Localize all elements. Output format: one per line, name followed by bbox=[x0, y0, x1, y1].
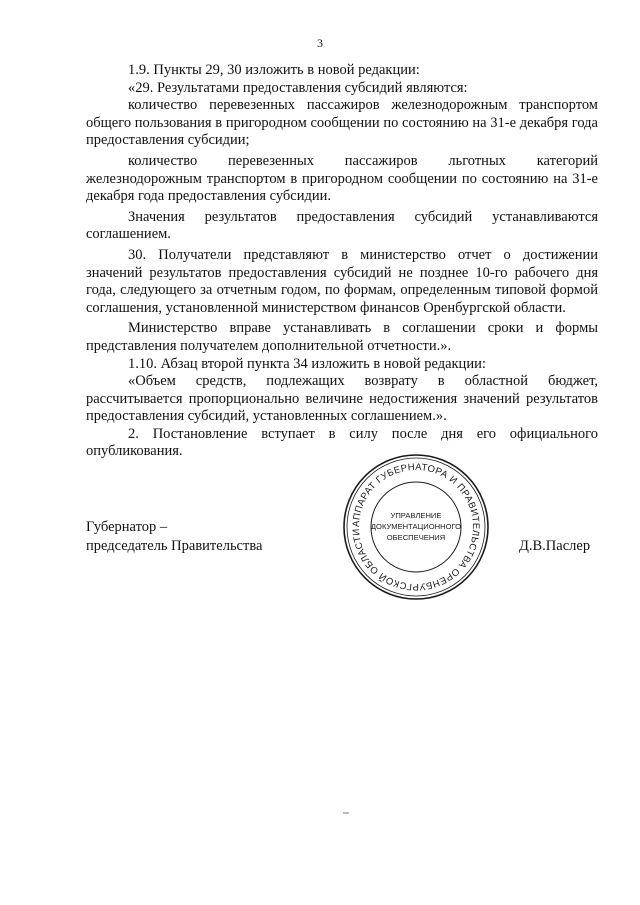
seal-ring-text: АППАРАТ ГУБЕРНАТОРА И ПРАВИТЕЛЬСТВА ОРЕНБУРГСКОЙ ОБЛАСТИ bbox=[350, 461, 482, 593]
seal-graphic bbox=[341, 452, 491, 602]
paragraph-34-text: «Объем средств, подлежащих возврату в областной бюджет, рассчитывается пропорционально величине недостижения значений результатов предоставления субсидий, установленных соглашением.». bbox=[86, 373, 598, 425]
paragraph-29-heading: «29. Результатами предоставления субсидий являются: bbox=[128, 79, 468, 96]
paragraph-30-ministry: Министерство вправе устанавливать в соглашении сроки и формы представления получателем дополнительной отчетности.». bbox=[86, 320, 598, 354]
signatory-name: Д.В.Паслер bbox=[519, 538, 591, 554]
signatory-position bbox=[86, 518, 262, 556]
seal-center-line-2: ДОКУМЕНТАЦИОННОГО bbox=[370, 522, 462, 531]
paragraph-29-values: Значения результатов предоставления субсидий устанавливаются соглашением. bbox=[86, 208, 598, 243]
seal-center-line-1: УПРАВЛЕНИЕ bbox=[390, 511, 442, 520]
signatory-subtitle: председатель Правительства bbox=[86, 538, 263, 554]
paragraph-29-result-1: количество перевезенных пассажиров железнодорожным транспортом общего пользования в пригородном сообщении по состоянию на 31-е декабря года предоставления субсидии; bbox=[86, 97, 598, 149]
paragraph-30: 30. Получатели представляют в министерство отчет о достижении значений результатов предоставления субсидий не позднее 10-го рабочего дня года, следующего за отчетным годом, по формам, определенным типовой формой соглашения, установленной министерством финансов Оренбургской области. bbox=[86, 246, 598, 316]
page-number: 3 bbox=[317, 36, 323, 50]
seal-center-line-3: ОБЕСПЕЧЕНИЯ bbox=[386, 533, 446, 542]
paragraph-29-result-2: количество перевезенных пассажиров льготных категорий железнодорожным транспортом в пригородном сообщении по состоянию на 31-е декабря года предоставления субсидии. bbox=[86, 152, 598, 205]
official-seal bbox=[341, 452, 491, 602]
document-body bbox=[86, 62, 598, 461]
scan-speck bbox=[343, 812, 349, 814]
paragraph-1-10: 1.10. Абзац второй пункта 34 изложить в новой редакции: bbox=[128, 355, 486, 372]
signatory-title: Губернатор – bbox=[86, 519, 168, 535]
paragraph-2-effective: 2. Постановление вступает в силу после дня его официального опубликования. bbox=[86, 425, 598, 460]
paragraph-1-9: 1.9. Пункты 29, 30 изложить в новой редакции: bbox=[128, 62, 420, 78]
